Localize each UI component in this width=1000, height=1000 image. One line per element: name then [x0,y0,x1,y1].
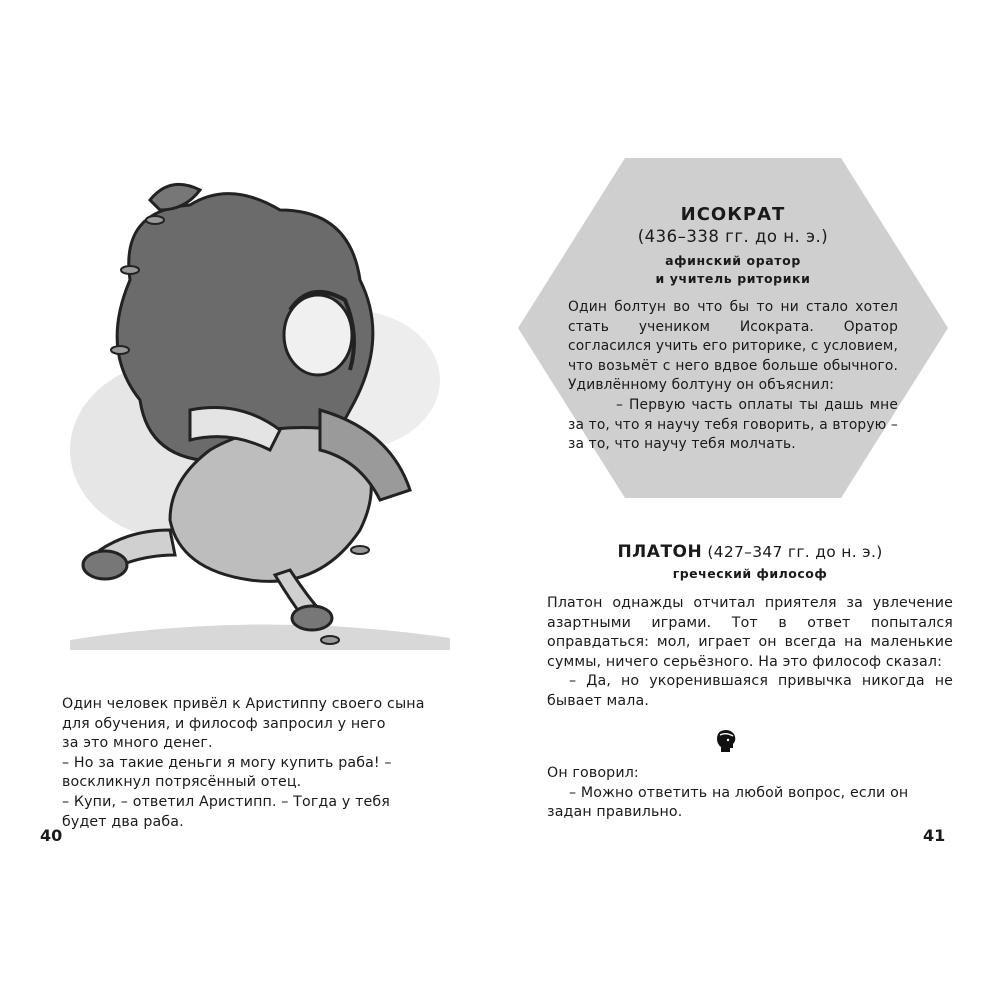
isocrates-role-line2: и учитель риторики [655,271,811,286]
story-line: для обучения, и философ запросил у него [62,715,386,732]
right-page [500,0,1000,1000]
philosopher-head-icon [713,728,739,754]
philosopher-carrying-money-bag-illustration [60,170,460,650]
page-number-left: 40 [40,826,63,845]
platon-story-paragraph: Платон однажды отчитал приятеля за увлечение азартными играми. Тот в ответ попытался оправдаться: мол, играет он всегда на маленькие суммы, ничего серьёзного. На это философ сказал: [547,595,953,670]
isocrates-story-dialogue: – Первую часть оплаты ты дашь мне за то, что я научу тебя говорить, а вторую – за то, что научу тебя молчать. [568,396,898,453]
story-line: воскликнул потрясённый отец. [62,774,302,791]
story-line: – Но за такие деньги я могу купить раба! – [62,754,392,771]
page-number-right: 41 [923,826,946,845]
story-line: будет два раба. [62,813,184,830]
isocrates-story [568,298,898,455]
story-line: – Купи, – ответил Аристипп. – Тогда у тебя [62,793,390,810]
isocrates-name: ИСОКРАТ [680,204,786,225]
isocrates-role-line1: афинский оратор [665,253,801,268]
platon-saying [547,764,953,823]
isocrates-story-paragraph: Один болтун во что бы то ни стало хотел стать учеником Исократа. Оратор согласился учить его риторике, с условием, что возьмёт с него вдвое больше обычного. Удивлённому болтуну он объяснил: [568,299,898,394]
story-line: за это много денег. [62,735,213,752]
saying-intro: Он говорил: [547,765,639,781]
platon-story-dialogue: – Да, но укоренившаяся привычка никогда не бывает мала. [547,673,953,709]
saying-text: – Можно ответить на любой вопрос, если он задан правильно. [547,784,909,821]
story-line: Один человек привёл к Аристиппу своего сына [62,696,425,712]
platon-story [547,594,953,712]
platon-heading [540,541,960,583]
platon-name: ПЛАТОН [617,542,703,562]
isocrates-hexagon-box [518,158,948,498]
platon-dates: (427–347 гг. до н. э.) [707,543,883,561]
aristippus-story [62,695,454,832]
platon-role: греческий философ [672,566,828,581]
isocrates-dates: (436–338 гг. до н. э.) [637,227,829,246]
